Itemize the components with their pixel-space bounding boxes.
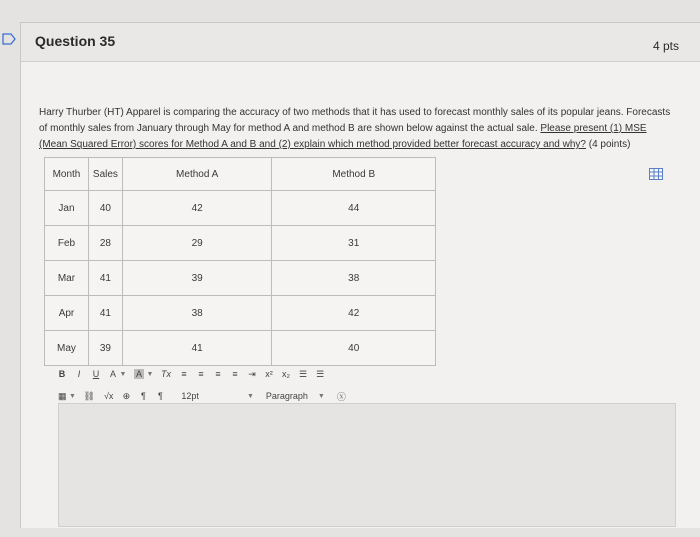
question-card bbox=[20, 22, 700, 528]
question-title: Question 35 bbox=[35, 33, 116, 49]
header-month: Month bbox=[45, 158, 89, 191]
cell-method-b: 42 bbox=[272, 296, 436, 331]
forecast-table bbox=[44, 157, 436, 366]
table-row bbox=[45, 261, 436, 296]
flag-question-icon[interactable] bbox=[2, 33, 16, 45]
equation-icon[interactable]: √x bbox=[103, 391, 114, 401]
unlink-icon[interactable]: ⛓ bbox=[83, 390, 95, 401]
question-text bbox=[39, 105, 674, 153]
cell-sales: 39 bbox=[88, 331, 122, 366]
cell-method-b: 38 bbox=[272, 261, 436, 296]
header-method-a: Method A bbox=[122, 158, 272, 191]
header-method-b: Method B bbox=[272, 158, 436, 191]
question-text-underlined: Please present (1) MSE (Mean Squared Error) scores for Method A and B and (2) explain which method provided better forecast accuracy and why? bbox=[39, 123, 647, 150]
align-center-icon[interactable]: ≡ bbox=[198, 369, 204, 379]
bold-button[interactable]: B bbox=[58, 369, 66, 379]
cell-month: May bbox=[45, 331, 89, 366]
table-row bbox=[45, 331, 436, 366]
font-color-dropdown-icon[interactable]: ▼ bbox=[119, 370, 127, 378]
paragraph-select-dropdown-icon[interactable]: ▼ bbox=[317, 392, 325, 400]
table-row bbox=[45, 296, 436, 331]
cell-method-a: 38 bbox=[122, 296, 272, 331]
cell-method-a: 29 bbox=[122, 226, 272, 261]
highlight-dropdown-icon[interactable]: ▼ bbox=[146, 370, 154, 378]
cell-method-a: 39 bbox=[122, 261, 272, 296]
table-row bbox=[45, 191, 436, 226]
question-points: 4 pts bbox=[652, 39, 679, 53]
editor-toolbar bbox=[58, 365, 398, 407]
superscript-button[interactable]: x² bbox=[265, 369, 273, 379]
highlight-button[interactable]: A bbox=[135, 369, 142, 379]
accessibility-icon[interactable]: ⓧ bbox=[336, 391, 346, 402]
cell-method-b: 44 bbox=[272, 191, 436, 226]
answer-editor[interactable] bbox=[58, 403, 676, 527]
font-color-button[interactable]: A bbox=[109, 369, 116, 379]
table-row bbox=[45, 226, 436, 261]
rtl-paragraph-icon[interactable]: ¶ bbox=[157, 391, 163, 401]
cell-method-b: 31 bbox=[272, 226, 436, 261]
align-justify-icon[interactable]: ≡ bbox=[232, 369, 238, 379]
question-text-main: Harry Thurber (HT) Apparel is comparing the accuracy of two methods that it has used to forecast monthly sales of its popular jeans. Forecasts of monthly sales from January through May for method A and method B are shown below against the actual sale. bbox=[39, 107, 671, 134]
cell-sales: 40 bbox=[88, 191, 122, 226]
paragraph-dropdown-icon[interactable]: ▼ bbox=[246, 392, 254, 400]
font-size-select[interactable]: 12pt bbox=[181, 391, 199, 401]
table-icon[interactable]: ▦ bbox=[58, 390, 67, 401]
cell-method-b: 40 bbox=[272, 331, 436, 366]
table-header-row bbox=[45, 158, 436, 191]
subscript-button[interactable]: x₂ bbox=[282, 369, 290, 379]
cell-month: Apr bbox=[45, 296, 89, 331]
cell-sales: 41 bbox=[88, 296, 122, 331]
align-left-icon[interactable]: ≡ bbox=[181, 369, 187, 379]
cell-sales: 41 bbox=[88, 261, 122, 296]
numbered-list-icon[interactable]: ☰ bbox=[316, 368, 325, 379]
italic-button[interactable]: I bbox=[77, 369, 81, 379]
table-dropdown-icon[interactable]: ▼ bbox=[69, 392, 76, 400]
cell-sales: 28 bbox=[88, 226, 122, 261]
cell-month: Jan bbox=[45, 191, 89, 226]
ltr-paragraph-icon[interactable]: ¶ bbox=[140, 391, 146, 401]
header-sales: Sales bbox=[88, 158, 122, 191]
align-right-icon[interactable]: ≡ bbox=[215, 369, 221, 379]
question-header bbox=[21, 23, 700, 62]
cell-method-a: 42 bbox=[122, 191, 272, 226]
cell-method-a: 41 bbox=[122, 331, 272, 366]
underline-button[interactable]: U bbox=[92, 369, 100, 379]
question-text-points: (4 points) bbox=[588, 139, 631, 150]
bullet-list-icon[interactable]: ☰ bbox=[299, 368, 308, 379]
cell-month: Feb bbox=[45, 226, 89, 261]
spreadsheet-icon[interactable] bbox=[649, 168, 663, 180]
paragraph-select[interactable]: Paragraph bbox=[265, 391, 308, 401]
toolbar-row-1 bbox=[58, 365, 333, 383]
indent-icon[interactable]: ⇥ bbox=[248, 368, 256, 379]
clear-format-button[interactable]: Tx bbox=[161, 369, 171, 379]
cell-month: Mar bbox=[45, 261, 89, 296]
embed-icon[interactable]: ⊕ bbox=[122, 390, 131, 401]
